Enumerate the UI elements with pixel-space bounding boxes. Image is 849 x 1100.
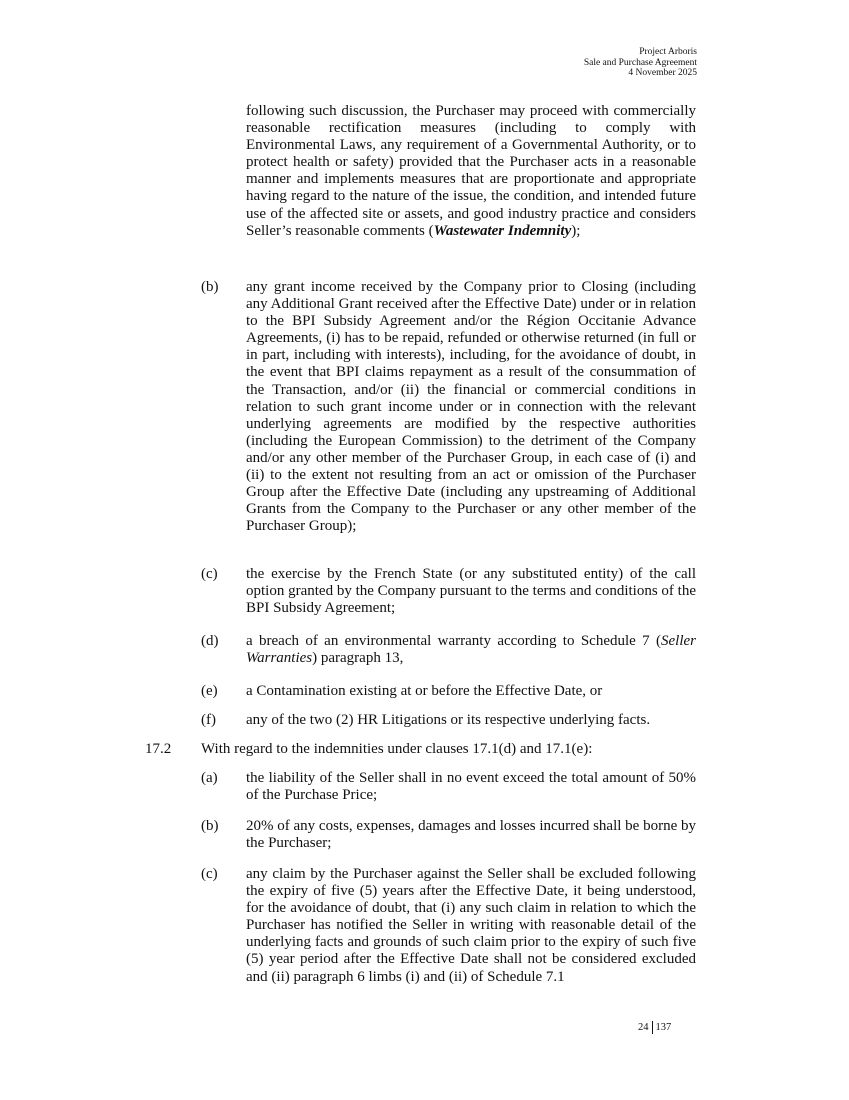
item-label: (e) (201, 683, 218, 699)
page-number (638, 1021, 671, 1034)
header-date: 4 November 2025 (628, 68, 697, 78)
header-agreement: Sale and Purchase Agreement (583, 57, 697, 68)
item-label: (b) (201, 818, 219, 834)
clause-17-2-b-text: 20% of any costs, expenses, damages and losses incurred shall be borne by the Purchaser; (246, 818, 696, 852)
item-label: (a) (201, 770, 218, 786)
continuation-tail: ); (571, 222, 581, 239)
clause-17-1-c-text: the exercise by the French State (or any substituted entity) of the call option granted by the Company pursuant to the terms and conditions of the BPI Subsidy Agreement; (246, 566, 696, 617)
document-header (584, 47, 697, 79)
clause-17-1-f-text: any of the two (2) HR Litigations or its respective underlying facts. (246, 712, 651, 728)
clause-17-1-b-text: any grant income received by the Company prior to Closing (including any Additional Grant received after the Effective Date) under or in relation to the BPI Subsidy Agreement and/or the Région Occitanie Advance Agreements, (i) has to be repaid, refunded or otherwise returned (in full or in part, including with interests), including, for the avoidance of doubt, in the event that BPI claims repayment as a result of the consummation of the Transaction, and/or (ii) the financial or commercial conditions in relation to such grant income under or in connection with the relevant underlying agreements are modified by the respective authorities (including the European Commission) to the detriment of the Company and/or any other member of the Purchaser Group, in each case of (i) and (ii) to the extent not resulting from an act or omission of the Purchaser Group after the Effective Date (including any upstreaming of Additional Grants from the Company to the Purchaser or any other member of the Purchaser Group); (246, 279, 696, 535)
clause-17-2-a-text: the liability of the Seller shall in no event exceed the total amount of 50% of the Purchase Price; (246, 770, 696, 804)
clause-17-1-d-text-before: a breach of an environmental warranty according to Schedule 7 ( (246, 633, 661, 649)
reference-seller-warranties: Seller Warranties (246, 633, 696, 667)
item-label: (f) (201, 712, 216, 728)
defined-term-wastewater-indemnity: Wastewater Indemnity (433, 222, 572, 239)
page-separator (652, 1021, 653, 1034)
continuation-paragraph (246, 103, 696, 240)
continuation-text: following such discussion, the Purchaser may proceed with commercially reasonable rectification measures (including to comply with Environmental Laws, any requirement of a Governmental Authority, or to protect health or safety) provided that the Purchaser acts in a reasonable manner and implements measures that are proportionate and appropriate having regard to the nature of the issue, the condition, and intended future use of the affected site or assets, and good industry practice and considers Seller’s reasonable comments ( (246, 103, 696, 239)
item-label: (d) (201, 633, 219, 649)
item-label: (c) (201, 866, 218, 882)
header-project: Project Arboris (639, 47, 697, 57)
clause-17-2-c-text: any claim by the Purchaser against the Seller shall be excluded following the expiry of five (5) years after the Effective Date, it being understood, for the avoidance of doubt, that (i) any such claim in relation to which the Purchaser has notified the Seller in writing with reasonable detail of the underlying facts and grounds of such claim prior to the expiry of such five (5) year period after the Effective Date shall not be considered excluded and (ii) paragraph 6 limbs (i) and (ii) of Schedule 7.1 (246, 866, 696, 985)
clause-17-1-e-text: a Contamination existing at or before the Effective Date, or (246, 683, 603, 699)
total-pages: 137 (655, 1022, 672, 1033)
clause-17-1-d-text (246, 633, 696, 667)
clause-17-2-heading: With regard to the indemnities under clauses 17.1(d) and 17.1(e): (201, 741, 593, 757)
item-label: (c) (201, 566, 218, 582)
clause-17-1-d-text-after: ) paragraph 13, (312, 650, 404, 667)
item-label: (b) (201, 279, 219, 295)
clause-number: 17.2 (145, 741, 172, 757)
current-page: 24 (638, 1022, 649, 1033)
